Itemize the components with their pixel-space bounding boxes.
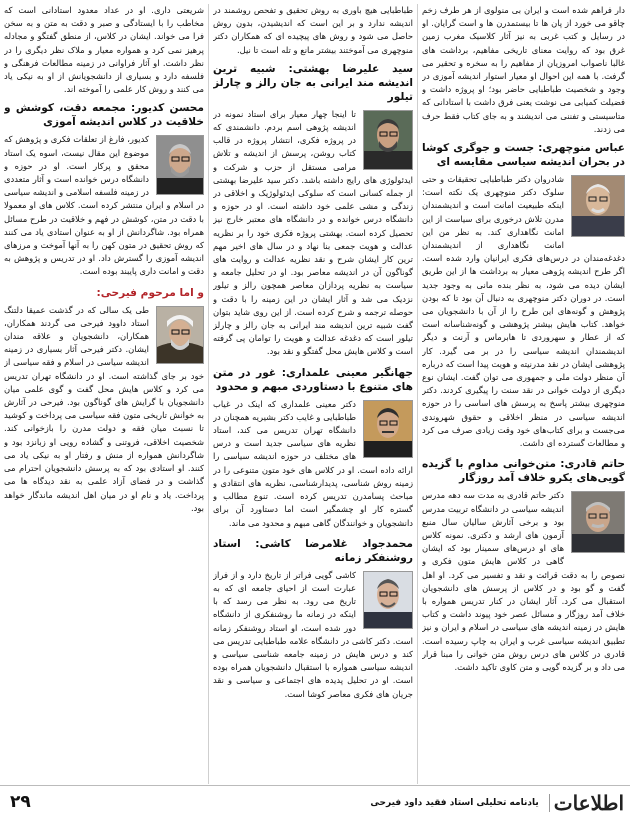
column-middle <box>213 0 413 790</box>
portrait-photo-beheshti <box>363 110 413 170</box>
portrait-photo-feirahi <box>156 306 204 364</box>
page-number: ۲۹ <box>10 792 31 812</box>
article-body-moeini: دکتر معینی علمداری که اینک در غیاب طباطبایی و غایب دکتر بشیریه همچنان در دانشگاه تهران تدریس می کند، استاد نظریه های سیاسی جدید است و درس های مختلف در حوزه اندیشه سیاسی را ارائه داده است. او در کلاس های خود متون متنوعی را در زمینه روش شناسی، پدیدارشناسی، نظریه های انتقادی و مباحث پسامدرن تدریس کرده است. تنوع مطالب و گستره کار او چشمگیر است اما دستاورد آن برای دانشجویان و خوانندگان گاهی مبهم و محدود می ماند. <box>213 398 413 528</box>
article-body-manouchehri: شادروان دکتر طباطبایی تحقیقات و حتی سلوک دکتر منوچهری یک نکته است: اینکه طبیعیت امانت است و اندیشمندان مدرن تلاش درخوری برای سیاست از این امانت نگاهداری کند. به نظر من این امانت نگاهداری از اندیشمندان دغدغه‌مندان در درس‌های فکری ایرانیان وارد شده است. اگر طرح اندیشه پژوهی معیار به برداشت ها از این طریق ایشان دیده می شود، به نظر بنده مانی به وجود جدید است. در دوران دکتر منوچهری به دنبال آن بود تا که بودن پژوهش و گونه‌های این طرح را از آن با دانشجویان می خواهد. کتاب هایش بیشتر پژوهشی و گونه‌شناسانه است که از عطار و سهروردی تا هابرماس و آرنت و دیگر اندیشمندان اندیشه سیاسی را در بر می گیرد. کار پژوهشی ایشان در نقد مدرنیته و هویت پیدا است که درباره آن منظر دولت ملی و جمهوری می توان گفت. ایشان نوع دیگری از دولت خوانی در نقد سنت را پیگیری کردند. دکتر منوچهری بیشتر پاسخ به پرسش های اساسی را در حوزه اندیشه سیاسی در منظر اخلاقی و حقوق شهروندی می‌جست و برای کتاب‌های خود وقت زیادی صرف می کرد و مطالعات گسترده ای داشت. <box>422 174 625 449</box>
column-left <box>4 0 204 790</box>
portrait-photo-kashi <box>363 571 413 629</box>
newspaper-logo: اطلاعات <box>553 791 624 815</box>
portrait-photo-manouchehri <box>571 175 625 237</box>
footer-divider <box>549 794 550 812</box>
column-divider <box>417 4 418 784</box>
page-footer <box>0 785 630 820</box>
article-body-kashi: کاشی گویی فراتر از تاریخ دارد و از فراز عبارت است از احیای جامعه ای که به تاریخ می رود. به نظر می رسد که با اینکه در زمانه ما روشنفکری از دانشگاه دور شده است، او استاد روشنفکر زمانه است. دکتر کاشی در دانشگاه علامه طباطبایی تدریس می کند و درس هایش در زمینه جامعه شناسی سیاسی و اندیشه سیاسی همواره با استقبال دانشجویان همراه بوده است. او در تحلیل پدیده های اجتماعی و سیاسی و نقد جریان های فکری معاصر کوشا است. <box>213 569 413 699</box>
portrait-photo-kadivar <box>156 135 204 195</box>
column-divider <box>208 4 209 784</box>
article-heading-moeini: جهانگیر معینی علمداری: غور در متن های متنوع با دستاوردی مبهم و محدود <box>213 366 413 393</box>
portrait-photo-moeini <box>363 400 413 458</box>
issue-title: یادنامه تحلیلی استاد فقید داود فیرحی <box>370 798 539 808</box>
column-middle-intro: طباطبایی هیچ باوری به روش تحقیق و تفحص روشمند در اندیشه ندارد و بر این است که اندیشیدن، بدون روش حاصل می شود و روش های پیچیده ای که همکاران دکتر منوچهری می آموختند بیشتر مانع و تله است تا نیل. <box>213 5 413 55</box>
article-body-kadivar: کدیور، فارغ از تعلقات فکری و پژوهش که موضوع این مقال نیست، اسوه یک استاد محقق و پرکار است. او در حوزه و دانشگاه درس خوانده است و آثار متعددی در زمینه فلسفه اسلامی و اندیشه سیاسی در اسلام و ایران منتشر کرده است. کلاس های او معمولا با دقت در متن، کوشش در فهم و خلاقیت در طرح مسائل همراه بود. شاگردانش از او به عنوان استادی یاد می کنند که روش تحقیق در متون کهن را به آنها آموخت و مرزهای اندیشه آموزی را گسترش داد. او در تدریس و پژوهش به دقت و امانت داری پایبند بوده است. <box>4 134 204 277</box>
column-right-intro: دار فراهم شده است و ایران بی منولوی از هر طرف زخم چاقو می خورد از پان ها تا بیستمدرن ها و است گرایان. او در رسایل و کتب غربی به نیز آثار کلاسیک مغرب زمین غرق بود که روایت معنای تاریخی مفاهیم، برداشت های غالبا ناصواب امروزیان از مفاهیم را به سخره و تحقیر می گرفت. با همه این احوال او معیار استوار اندیشه آموزی در وجود و شخصیت طباطبایی حاضر بود؛ او پروژه داشت و فضیلت کمیابی می نوشت یعنی فرق داشت با استادانی که متاسیستی و تفننی می اندیشند و به جای کتاب فقط حرف می زدند. <box>422 5 625 134</box>
article-heading-manouchehri: عباس منوچهری: جست و جوگری کوشا در بحران اندیشه سیاسی مقایسه ای <box>422 142 625 169</box>
portrait-photo-ghaderi <box>571 491 625 553</box>
column-left-intro: شریعتی داری. او در عداد معدود استادانی است که مخاطب را با ایستادگی و صبر و دقت به متن و به سخن فرا می خواند. ایشان در کلاس، از منطق گفتگو و مجادله پرهیز نمی کرد و همواره معیار و ملاک نظر دیگری را در نظر داشت. او آثار فراوانی در زمینه مطالعات فرهنگی و فلسفه دارد و بسیاری از دانشجویانش از او به نیکی یاد می کنند و روش کار علمی را آموخته اند. <box>4 5 204 95</box>
article-body-beheshti: تا اینجا چهار معیار برای استاد نمونه در اندیشه پژوهی اسم بردم. دانشمندی که در پروژه فکری، انتشار پروژه در قالب کتاب روشن، پرسش از اندیشه و تلاش مرامی مستقل از حزب و شرکت و ایدئولوژی های رایج داشته باشد. دکتر سید علیرضا بهشتی از جمله کسانی است که سلوکی ایدئولوژیک و اخلاقی در زندگی و مشی علمی خود داشته است. او در حوزه و دانشگاه درس خوانده و در دانشگاه های معتبر خارج نیز تحصیل کرده است. بهشتی پروژه فکری خود را بر نظریه عدالت و هویت جمعی بنا نهاد و در سال های اخیر مهم ترین کار ایشان شرح و نقد نظریه عدالت و روایت های گوناگون آن در اندیشه معاصر بود. او در تحلیل جامعه و سیاست به نظریه پردازان معاصر همچون رالز و تیلور نزدیک می شد و آثار ایشان در این زمینه را با دقت و حوصله ترجمه و شرح کرده است. از این روی شاید بتوان گفت شبیه ترین اندیشه مند ایرانی به جان رالز و چارلز تیلور است که دغدغه عدالت و هویت را توامان پی گرفته است و کلاس هایش محل گفتگو و نقد بود. <box>213 108 413 357</box>
article-heading-kashi: محمدجواد غلامرضا کاشی: استاد روشنفکر زمانه <box>213 537 413 564</box>
article-heading-kadivar: محسن کدیور: مجمعه دقت، کوشش و خلاقیت در کلاس اندیشه آموزی <box>4 102 204 129</box>
article-heading-ghaderi: حاتم قادری: متن‌خوانی مداوم با گزیده گویی‌های یکرو خلاف آمد روزگار <box>422 458 625 485</box>
article-heading-feirahi: و اما مرحوم فیرحی: <box>96 286 204 299</box>
article-body-feirahi: طی یک سالی که در گذشت عمیقا دلتنگ استاد داوود فیرحی می گردند همکاران، همکاران، دانشجویان و علاقه مندان ایشان. دکتر فیرحی آثار بسیاری در زمینه اندیشه سیاسی در اسلام و فقه سیاسی از خود بر جای گذاشته است. او در دانشگاه تهران تدریس می کرد و کلاس هایش محل گفت و گوی علمی میان دانشجویان با گرایش های گوناگون بود. فیرحی در آثارش به خوانش تاریخی متون فقه سیاسی می پرداخت و کوشید تا نسبت میان فقه و دولت مدرن را بازخوانی کند. شخصیت اخلاقی، فروتنی و گشاده رویی او زبانزد بود و شاگردانش همواره از منش و رفتار او به نیکی یاد می کنند. او استادی بود که به پرسش دانشجویان احترام می گذاشت و در فضای آزاد علمی به نقد دیدگاه ها می پرداخت. یاد و نام او در میان اهل اندیشه ماندگار خواهد بود. <box>4 304 204 513</box>
article-body-ghaderi: دکتر حاتم قادری به مدت سه دهه مدرس اندیشه سیاسی در دانشگاه تربیت مدرس بود و برخی آثارش سالیان سال منبع آزمون های ارشد و دکتری. نمونه کلاس های او درس‌های سمینار بود که ایشان گاهی در کلاس هایش متون فکری و نصوص را به دقت قرائت و نقد و تفسیر می کرد. او اهل گفت و گو بود و در کلاس از پرسش های دانشجویان استقبال می کرد. آثار ایشان در کنار تدریس همواره با خلاف آمد روزگار و مسائل عصر خود پیوند داشت و کتاب هایش در زمینه اندیشه های سیاسی در اسلام و ایران و نیز تطبیق اندیشه سیاسی غرب و ایران به چاپ رسیده است. قادری در کلاس های درس روش متن خوانی را مبنا قرار می داد و بر گزیده گویی و متن کاوی تاکید داشت. <box>422 490 625 672</box>
article-heading-beheshti: سید علیرضا بهشتی: شبیه ترین اندیشه مند ایرانی به جان رالز و چارلز تیلور <box>213 62 413 103</box>
column-right <box>422 0 625 790</box>
